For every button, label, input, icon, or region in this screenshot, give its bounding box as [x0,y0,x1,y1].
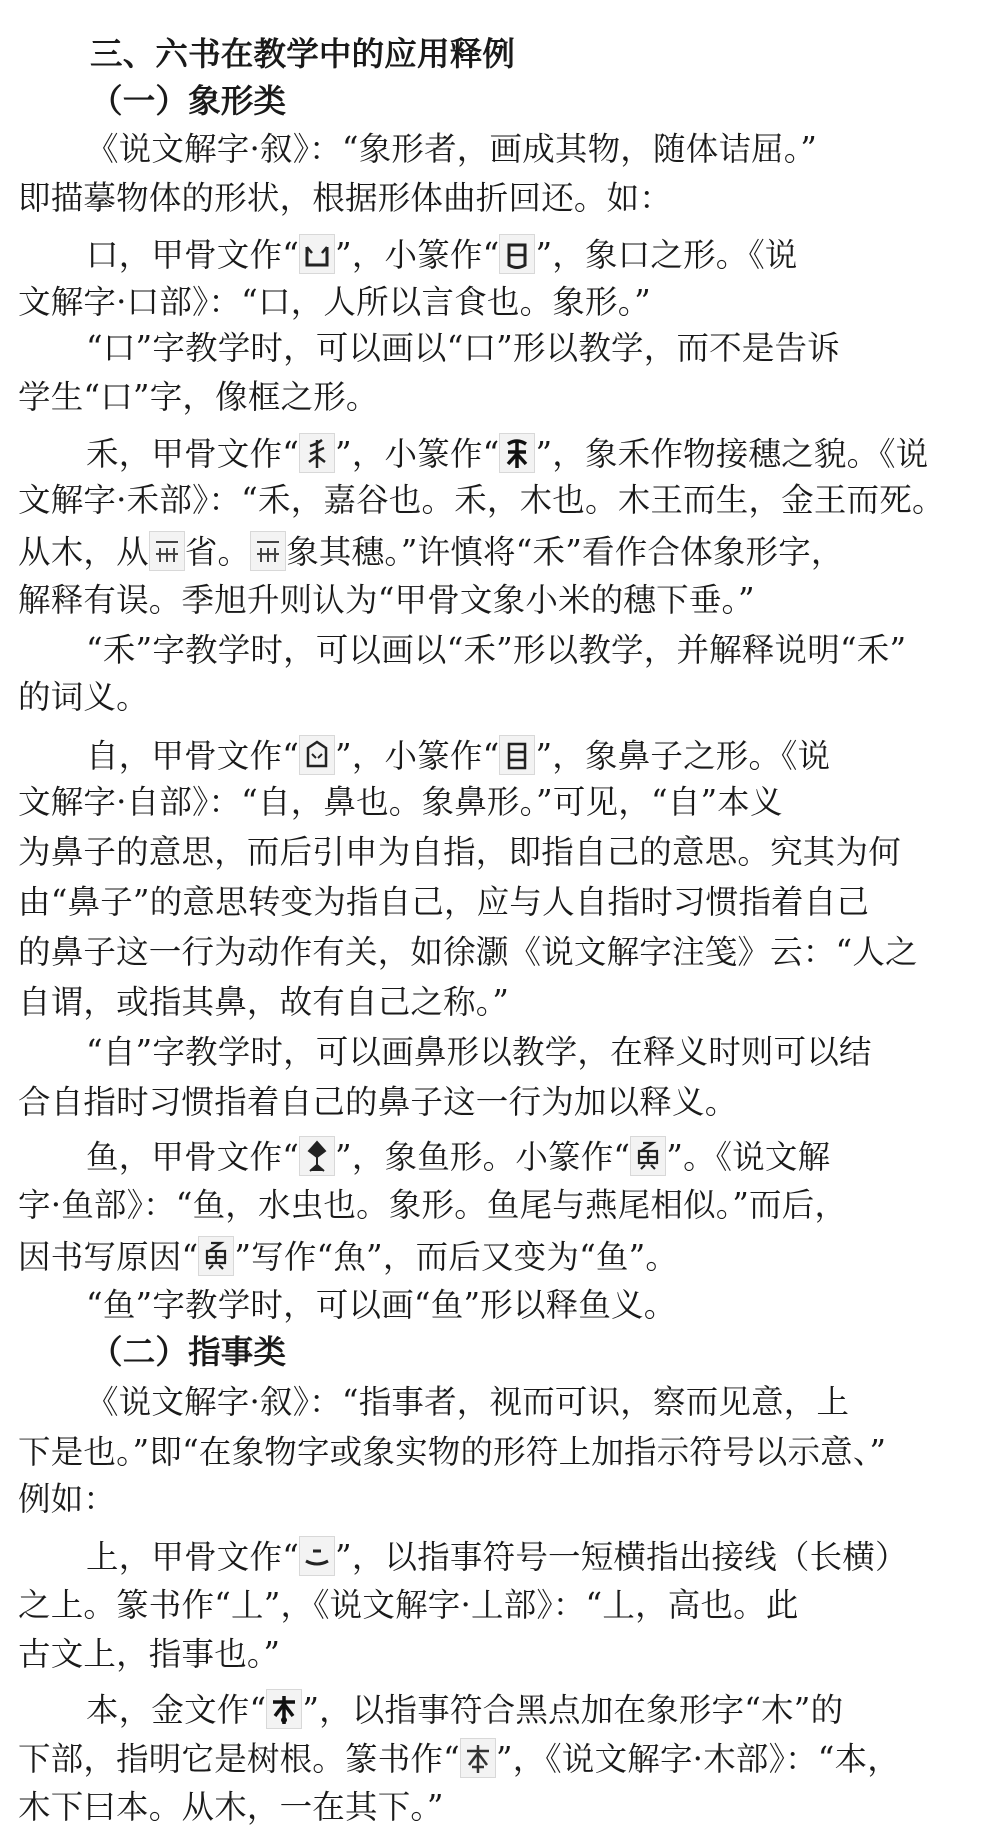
text-run: ”，《说文解字·木部》：“本， [495,1740,900,1778]
ear-of-grain-icon [149,531,185,571]
text-line [18,1477,984,1521]
text-run: ”，象禾作物接穗之貌。《说 [535,435,929,473]
text-line [86,1535,984,1579]
text-run: “鱼”字教学时，可以画“鱼”形以释鱼义。 [86,1286,677,1324]
root-bronze-icon [266,1689,302,1729]
text-line [18,530,984,574]
text-run: 解释有误。季旭升则认为“甲骨文象小米的穗下垂。” [18,581,755,619]
nose-oracle-icon [299,735,335,775]
text-line [18,830,984,874]
section-heading [90,79,984,123]
text-run: 省。 [184,533,251,571]
text-run: 上，甲骨文作“ [86,1538,300,1576]
text-run: 合自指时习惯指着自己的鼻子这一行为加以释义。 [18,1083,738,1121]
text-line [18,478,984,522]
text-line [18,880,984,924]
text-run: 为鼻子的意思，而后引申为自指，即指自己的意思。究其为何 [18,833,901,871]
text-line [86,432,984,476]
text-run: ”，以指事符号一短横指出接线（长横） [335,1538,908,1576]
text-run: （一）象形类 [90,82,287,120]
text-run: 自谓，或指其鼻，故有自己之称。” [18,983,510,1021]
text-line [86,233,984,277]
text-run: （二）指事类 [90,1333,287,1371]
text-run: 学生“口”字，像框之形。 [18,378,379,416]
text-run: 自，甲骨文作“ [86,737,300,775]
text-line [86,1380,984,1424]
text-run: 即描摹物体的形状，根据形体曲折回还。如： [18,179,673,217]
text-run: 由“鼻子”的意思转变为指自己，应与人自指时习惯指着自己 [18,883,870,921]
text-run: ”，小篆作“ [335,236,500,274]
text-run: 禾，甲骨文作“ [86,435,300,473]
text-line [18,1235,984,1279]
text-run: 口，甲骨文作“ [86,236,300,274]
text-run: 之上。篆书作“丄”，《说文解字·丄部》：“丄，高也。此 [18,1586,799,1624]
grain-seal-icon [499,433,535,473]
text-run: ”写作“魚”，而后又变为“鱼”。 [234,1238,679,1276]
text-run: “禾”字教学时，可以画以“禾”形以教学，并解释说明“禾” [86,631,907,669]
above-oracle-icon [299,1536,335,1576]
text-line [18,1583,984,1627]
text-run: 文解字·禾部》：“禾，嘉谷也。禾，木也。木王而生，金王而死。 [18,481,945,519]
text-line [18,578,984,622]
text-run: ”。《说文解 [666,1138,831,1176]
text-run: 本，金文作“ [86,1691,267,1729]
mouth-seal-icon [499,234,535,274]
text-run: 木下曰本。从木，一在其下。” [18,1788,444,1826]
text-run: ”，象口之形。《说 [535,236,798,274]
text-line [18,1785,984,1829]
text-run: 文解字·自部》：“自，鼻也。象鼻形。”可见，“自”本义 [18,783,783,821]
text-run: 下是也。”即“在象物字或象实物的形符上加指示符号以示意、” [18,1433,887,1471]
text-line [18,675,984,719]
root-seal-icon [460,1738,496,1778]
text-line [86,1135,984,1179]
text-run: “口”字教学时，可以画以“口”形以教学，而不是告诉 [86,329,840,367]
text-line [18,280,984,324]
text-run: 例如： [18,1480,117,1518]
text-run: 下部，指明它是树根。篆书作“ [18,1740,460,1778]
text-line [18,1430,984,1474]
text-run: 从木，从 [18,533,149,571]
text-run: 鱼，甲骨文作“ [86,1138,300,1176]
text-line [18,1183,984,1227]
text-line [18,1737,984,1781]
section-heading [90,32,984,76]
text-line [86,628,984,672]
ear-of-grain-icon [250,531,286,571]
text-line [86,1688,984,1732]
text-run: 字·鱼部》：“鱼，水虫也。象形。鱼尾与燕尾相似。”而后， [18,1186,848,1224]
fish-oracle-icon [299,1136,335,1176]
text-run: ”，以指事符合黑点加在象形字“木”的 [302,1691,844,1729]
section-heading [90,1330,984,1374]
text-line [18,1632,984,1676]
nose-seal-icon [499,735,535,775]
text-line [18,930,984,974]
text-run: 古文上，指事也。” [18,1635,281,1673]
text-line [18,980,984,1024]
text-run: ”，小篆作“ [335,737,500,775]
text-line [86,1030,984,1074]
text-run: 的鼻子这一行为动作有关，如徐灏《说文解字注笺》云：“人之 [18,933,918,971]
text-run: 《说文解字·叙》：“象形者，画成其物，随体诘屈。” [86,130,818,168]
text-line [86,326,984,370]
grain-oracle-icon [299,433,335,473]
text-line [18,780,984,824]
text-run: “自”字教学时，可以画鼻形以教学，在释义时则可以结 [86,1033,872,1071]
text-run: ”，象鼻子之形。《说 [535,737,831,775]
text-line [86,1283,984,1327]
text-run: 的词义。 [18,678,149,716]
text-run: 文解字·口部》：“口，人所以言食也。象形。” [18,283,651,321]
text-line [86,734,984,778]
fish-seal-icon [198,1236,234,1276]
text-run: 因书写原因“ [18,1238,199,1276]
text-run: ”，小篆作“ [335,435,500,473]
text-line [18,1080,984,1124]
mouth-oracle-icon [299,234,335,274]
text-line [18,375,984,419]
text-run: 象其穗。”许慎将“禾”看作合体象形字， [286,533,844,571]
text-line [18,176,984,220]
text-run: 三、六书在教学中的应用释例 [90,35,516,73]
text-run: ”，象鱼形。小篆作“ [335,1138,631,1176]
fish-seal-icon [630,1136,666,1176]
text-line [86,127,984,171]
text-run: 《说文解字·叙》：“指事者，视而可识，察而见意，上 [86,1383,850,1421]
